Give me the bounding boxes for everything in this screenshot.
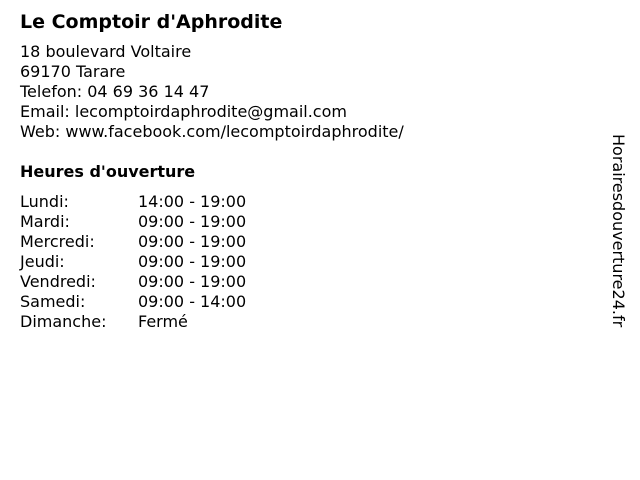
time-value: 09:00 - 19:00 (138, 252, 247, 271)
time-value: 14:00 - 19:00 (138, 192, 247, 211)
hours-row-wednesday (20, 232, 600, 252)
hours-row-saturday (20, 292, 600, 312)
business-card (20, 10, 600, 332)
opening-hours-list (20, 192, 600, 332)
time-value: 09:00 - 19:00 (138, 212, 247, 231)
web-text: Web: www.facebook.com/lecomptoirdaphrodite/ (20, 122, 404, 141)
day-label: Jeudi: (20, 252, 65, 271)
address-line-2: 69170 Tarare (20, 62, 126, 81)
hours-row-monday (20, 192, 600, 212)
day-label: Mardi: (20, 212, 70, 231)
hours-row-sunday (20, 312, 600, 332)
time-value: Fermé (138, 312, 188, 331)
hours-row-thursday (20, 252, 600, 272)
time-value: 09:00 - 19:00 (138, 232, 247, 251)
phone-text: Telefon: 04 69 36 14 47 (20, 82, 210, 101)
business-name: Le Comptoir d'Aphrodite (20, 11, 283, 33)
email-text: Email: lecomptoirdaphrodite@gmail.com (20, 102, 347, 121)
address-line-1: 18 boulevard Voltaire (20, 42, 192, 61)
day-label: Dimanche: (20, 312, 107, 331)
day-label: Lundi: (20, 192, 69, 211)
day-label: Samedi: (20, 292, 86, 311)
hours-row-friday (20, 272, 600, 292)
day-label: Mercredi: (20, 232, 95, 251)
opening-hours-title: Heures d'ouverture (20, 162, 196, 181)
hours-row-tuesday (20, 212, 600, 232)
time-value: 09:00 - 19:00 (138, 272, 247, 291)
time-value: 09:00 - 14:00 (138, 292, 247, 311)
day-label: Vendredi: (20, 272, 96, 291)
site-brand-label: Horairesdouverture24.fr (609, 134, 628, 328)
